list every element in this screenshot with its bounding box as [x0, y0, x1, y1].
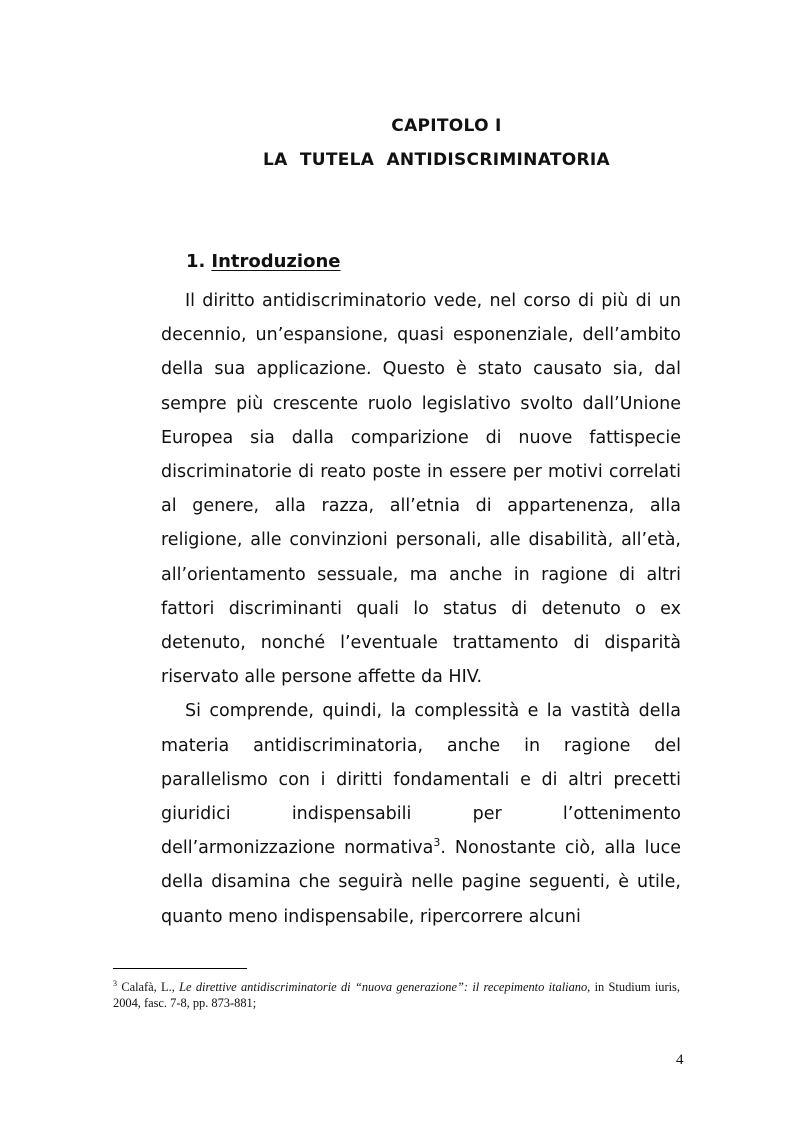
chapter-title: LA TUTELA ANTIDISCRIMINATORIA [263, 150, 610, 170]
footnote-reference[interactable]: 3 [433, 836, 441, 850]
page-number: 4 [676, 1052, 684, 1068]
body-text [161, 284, 681, 934]
section-title: Introduzione [211, 251, 341, 272]
paragraph-2-text-a: Si comprende, quindi, la complessità e la vastità della materia antidiscriminatoria, anche in ragione del parallelismo con i diritti fondamentali e di altri precetti giuridici indispensabili per l’ottenimento dell’armonizzazione normativa [161, 701, 681, 859]
paragraph-1: Il diritto antidiscriminatorio vede, nel corso di più di un decennio, un’espansione, quasi esponenziale, dell’ambito della sua applicazione. Questo è stato causato sia, dal sempre più crescente ruolo legislativo svolto dall’Unione Europea sia dalla comparizione di nuove fattispecie discriminatorie di reato poste in essere per motivi correlati al genere, alla razza, all’etnia di appartenenza, alla religione, alle convinzioni personali, alle disabilità, all’età, all’orientamento sessuale, ma anche in ragione di altri fattori discriminanti quali lo status di detenuto o ex detenuto, nonché l’eventuale trattamento di disparità riservato alle persone affette da HIV. [161, 291, 681, 688]
footnote-marker: 3 [113, 978, 117, 988]
footnote-citation: , in Studium iuris, 2004, fasc. 7-8, pp. 873-881; [113, 980, 680, 1010]
paragraph-2-text-b: . Nonostante ciò, alla luce della disamina che seguirà nelle pagine seguenti, è utile, quanto meno indispensabile, ripercorrere alcuni [161, 838, 681, 927]
footnote-author: Calafà, L., [117, 980, 180, 994]
chapter-label: CAPITOLO I [391, 116, 502, 136]
section-number: 1. [186, 251, 206, 272]
paragraph-2 [161, 694, 681, 933]
footnote [113, 979, 680, 1011]
footnote-separator [113, 968, 247, 969]
section-heading [186, 251, 340, 272]
footnote-title: Le direttive antidiscriminatorie di “nuova generazione”: il recepimento italiano [179, 980, 588, 994]
